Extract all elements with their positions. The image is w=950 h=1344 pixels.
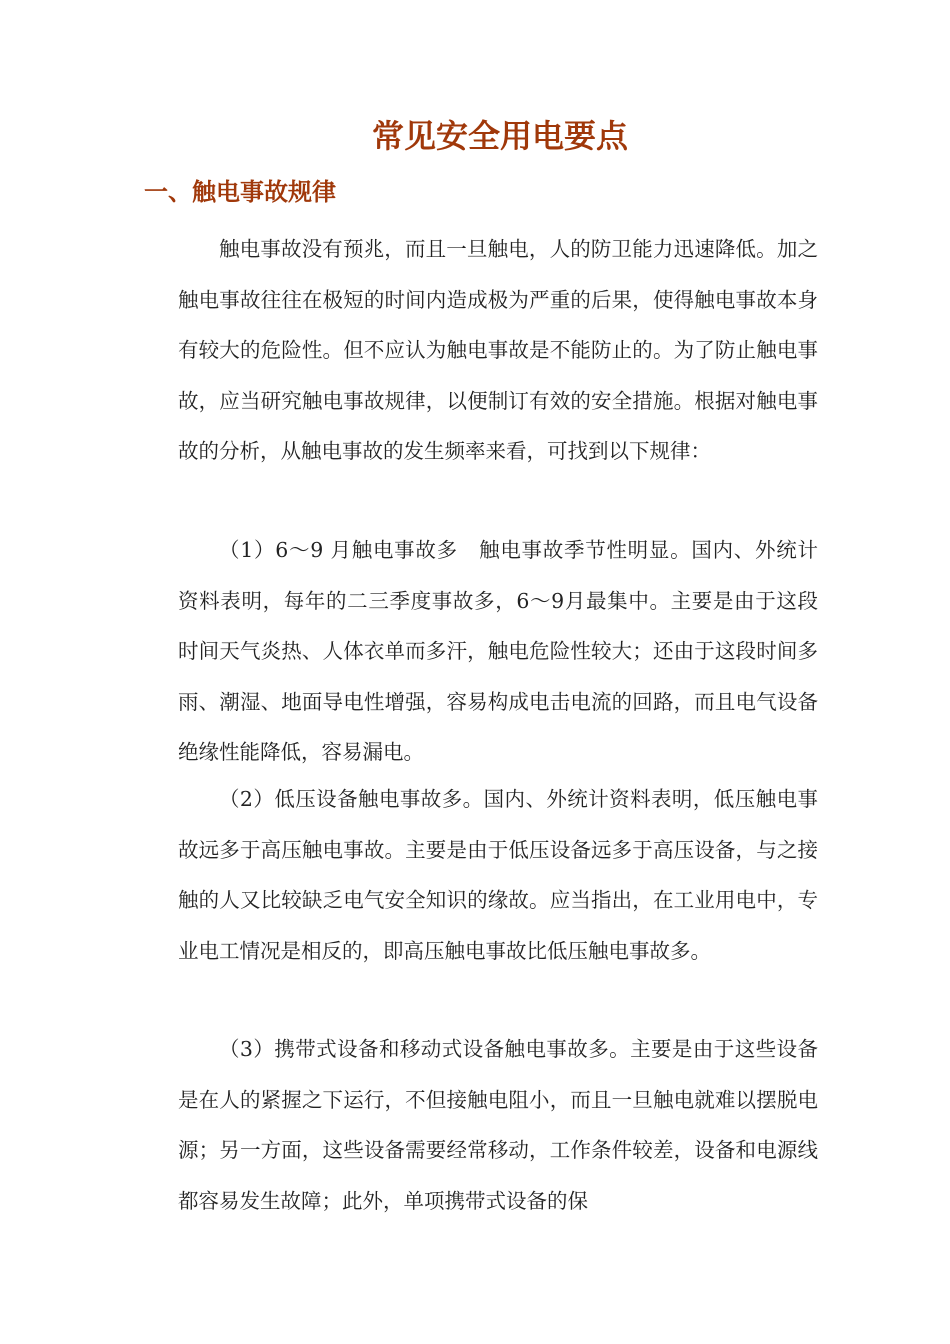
paragraph-rule-3: （3）携带式设备和移动式设备触电事故多。主要是由于这些设备是在人的紧握之下运行，不但接触电阻小，而且一旦触电就难以摆脱电源；另一方面，这些设备需要经常移动，工作条件较差，设备和电源线都容易发生故障；此外，单项携带式设备的保 [178, 1037, 818, 1213]
paragraph-rule-1: （1）6～9 月触电事故多 触电事故季节性明显。国内、外统计资料表明，每年的二三季度事故多，6～9月最集中。主要是由于这段时间天气炎热、人体衣单而多汗，触电危险性较大；还由于这段时间多雨、潮湿、地面导电性增强，容易构成电击电流的回路，而且电气设备绝缘性能降低，容易漏电。 [178, 538, 818, 764]
paragraph-intro: 触电事故没有预兆，而且一旦触电，人的防卫能力迅速降低。加之触电事故往往在极短的时间内造成极为严重的后果，使得触电事故本身有较大的危险性。但不应认为触电事故是不能防止的。为了防止触电事故，应当研究触电事故规律，以便制订有效的安全措施。根据对触电事故的分析，从触电事故的发生频率来看，可找到以下规律： [178, 237, 818, 463]
section-heading: 一、触电事故规律 [144, 178, 336, 206]
page-title: 常见安全用电要点 [371, 117, 628, 155]
paragraph-rule-2: （2）低压设备触电事故多。国内、外统计资料表明，低压触电事故远多于高压触电事故。主要是由于低压设备远多于高压设备，与之接触的人又比较缺乏电气安全知识的缘故。应当指出，在工业用电中，专业电工情况是相反的，即高压触电事故比低压触电事故多。 [178, 787, 818, 963]
